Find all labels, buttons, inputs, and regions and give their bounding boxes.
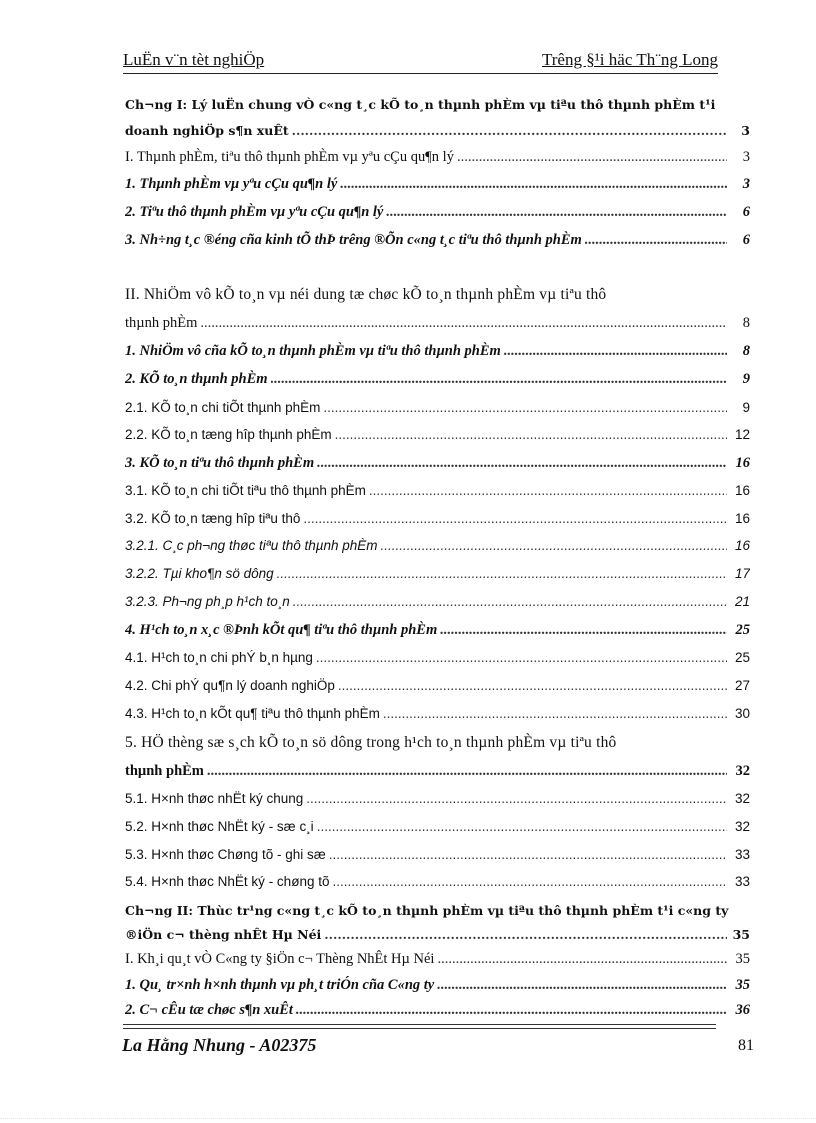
leader-dots <box>316 649 727 667</box>
page-number: 3 <box>741 123 750 138</box>
toc-title: 1. Qu¸ tr×nh h×nh thµnh vµ ph¸t triÓn cña C«ng ty <box>125 977 435 993</box>
toc-title: 2.1. KÕ to¸n chi tiÕt thµnh phÈm <box>125 400 321 415</box>
leader-dots <box>296 1001 727 1019</box>
leader-dots <box>200 314 727 332</box>
toc-title: 2. C¬ cÊu tæ chøc s¶n xuÊt <box>125 1002 293 1018</box>
toc-title: 2.2. KÕ to¸n tæng hîp thµnh phÈm <box>125 427 332 442</box>
page-number: 3 <box>742 176 750 192</box>
section-5-title-line2: thµnh phÈm <box>125 763 204 779</box>
chapter-1-entry <box>125 122 750 140</box>
page-number: 35 <box>735 951 750 967</box>
toc-title: 4.3. H¹ch to¸n kÕt qu¶ tiªu thô thµnh phÈm <box>125 706 380 721</box>
page-number: 9 <box>742 371 750 387</box>
toc-title: 3.2. KÕ to¸n tæng hîp tiªu thô <box>125 511 301 526</box>
page-number: 6 <box>742 204 750 220</box>
toc-entry <box>125 705 750 723</box>
chapter-1-title-line2: doanh nghiÖp s¶n xuÊt <box>125 123 289 138</box>
toc-entry <box>125 399 750 417</box>
page-number: 33 <box>734 847 750 862</box>
toc-title: I. Thµnh phÈm, tiªu thô thµnh phÈm vµ yªu cÇu qu¶n lý <box>125 149 454 165</box>
toc-title: 3.2.3. Ph¬ng ph¸p h¹ch to¸n <box>125 594 290 609</box>
page-number: 35 <box>735 977 750 993</box>
page-number: 9 <box>742 400 750 415</box>
toc-entry <box>125 1001 750 1019</box>
leader-dots <box>277 565 727 583</box>
toc-title: 5.4. H×nh thøc NhËt ký - chøng tõ <box>125 874 330 889</box>
page-number: 36 <box>735 1002 750 1018</box>
toc-entry <box>125 426 750 444</box>
page-number: 30 <box>734 706 750 721</box>
toc-title: 1. NhiÖm vô cña kÕ to¸n thµnh phÈm vµ tiªu thô thµnh phÈm <box>125 343 501 359</box>
toc-title: 3. Nh÷ng t¸c ®éng cña kinh tÕ thÞ trêng ®Õn c«ng t¸c tiªu thô thµnh phÈm <box>125 232 582 248</box>
toc-entry <box>125 677 750 695</box>
leader-dots <box>323 399 727 417</box>
leader-dots <box>386 203 727 221</box>
toc-entry <box>125 950 750 968</box>
page-number: 25 <box>734 650 750 665</box>
page-header <box>123 48 718 74</box>
chapter-2-title-line2: ®iÖn c¬ thèng nhÊt Hµ Néi <box>125 927 322 942</box>
toc-entry <box>125 510 750 528</box>
page-number: 32 <box>735 763 750 779</box>
toc-entry <box>125 593 750 611</box>
leader-dots <box>317 818 727 836</box>
page-number: 35 <box>732 927 750 942</box>
toc-entry <box>125 790 750 808</box>
chapter-2-title-line1: Ch¬ng II: Thùc tr¹ng c«ng t¸c kÕ to¸n thµnh phÈm vµ tiªu thô thµnh phÈm t¹i c«ng ty <box>125 903 729 918</box>
header-right: Trêng §¹i häc Th¨ng Long <box>541 50 718 69</box>
page-number: 3 <box>742 149 750 165</box>
leader-dots <box>292 122 727 140</box>
header-rule <box>123 73 718 74</box>
leader-dots <box>329 846 727 864</box>
toc-entry <box>125 976 750 994</box>
page-number: 8 <box>742 315 750 331</box>
toc-entry <box>125 621 750 639</box>
section-2-title-line2: thµnh phÈm <box>125 315 198 331</box>
toc-entry <box>125 482 750 500</box>
leader-dots <box>306 790 727 808</box>
leader-dots <box>335 426 727 444</box>
leader-dots <box>504 342 727 360</box>
toc-entry <box>125 454 750 472</box>
leader-dots <box>383 705 727 723</box>
page-number: 16 <box>734 511 750 526</box>
leader-dots <box>381 537 727 555</box>
toc-title: 3.2.2. Tµi kho¶n sö dông <box>125 566 274 581</box>
page-number: 27 <box>734 678 750 693</box>
toc-title: 3.1. KÕ to¸n chi tiÕt tiªu thô thµnh phÈm <box>125 483 366 498</box>
page-number: 16 <box>734 483 750 498</box>
page-number: 33 <box>734 874 750 889</box>
leader-dots <box>440 621 727 639</box>
toc-entry <box>125 148 750 166</box>
page-edge-dots <box>0 1118 816 1119</box>
toc-title: 5.2. H×nh thøc NhËt ký - sæ c¸i <box>125 819 314 834</box>
leader-dots <box>207 762 727 780</box>
page-number: 6 <box>742 232 750 248</box>
toc-entry <box>125 537 750 555</box>
chapter-2-entry <box>125 926 750 944</box>
toc-entry <box>125 231 750 249</box>
leader-dots <box>585 231 727 249</box>
section-5-entry <box>125 762 750 780</box>
toc-title: 4. H¹ch to¸n x¸c ®Þnh kÕt qu¶ tiªu thô thµnh phÈm <box>125 622 438 638</box>
toc-entry <box>125 203 750 221</box>
toc-entry <box>125 846 750 864</box>
footer-page-number: 81 <box>738 1037 754 1054</box>
page-number: 8 <box>742 343 750 359</box>
toc-entry <box>125 818 750 836</box>
toc-title: 2. KÕ to¸n thµnh phÈm <box>125 371 268 387</box>
leader-dots <box>324 926 727 944</box>
toc-entry <box>125 649 750 667</box>
leader-dots <box>271 370 727 388</box>
section-5-title-line1: 5. HÖ thèng sæ s¸ch kÕ to¸n sö dông trong h¹ch to¸n thµnh phÈm vµ tiªu thô <box>125 734 617 751</box>
toc-entry <box>125 175 750 193</box>
page-number: 16 <box>734 538 750 553</box>
leader-dots <box>293 593 727 611</box>
header-left: LuËn v¨n tèt nghiÖp <box>123 50 265 69</box>
footer-author: La Hằng Nhung - A02375 <box>122 1035 317 1055</box>
footer-rule-bottom <box>123 1028 716 1029</box>
leader-dots <box>457 148 727 166</box>
leader-dots <box>338 677 727 695</box>
toc-title: I. Kh¸i qu¸t vÒ C«ng ty §iÖn c¬ Thèng NhÊt Hµ Néi <box>125 951 435 967</box>
leader-dots <box>437 950 727 968</box>
toc-title: 1. Thµnh phÈm vµ yªu cÇu qu¶n lý <box>125 176 338 192</box>
section-2-title-line1: II. NhiÖm vô kÕ to¸n vµ néi dung tæ chøc kÕ to¸n thµnh phÈm vµ tiªu thô <box>125 286 607 303</box>
toc-entry <box>125 370 750 388</box>
toc-title: 3.2.1. C¸c ph¬ng thøc tiªu thô thµnh phÈm <box>125 538 378 553</box>
leader-dots <box>303 510 727 528</box>
footer-rule-top <box>123 1024 716 1025</box>
page-number: 32 <box>734 819 750 834</box>
toc-title: 2. Tiªu thô thµnh phÈm vµ yªu cÇu qu¶n lý <box>125 204 384 220</box>
leader-dots <box>317 454 727 472</box>
leader-dots <box>332 873 727 891</box>
page-number: 16 <box>735 455 750 471</box>
page-number: 17 <box>734 566 750 581</box>
section-2-entry <box>125 314 750 332</box>
page-number: 12 <box>734 427 750 442</box>
toc-title: 5.3. H×nh thøc Chøng tõ - ghi sæ <box>125 847 326 862</box>
page-number: 32 <box>734 791 750 806</box>
leader-dots <box>340 175 727 193</box>
chapter-1-title-line1: Ch¬ng I: Lý luËn chung vÒ c«ng t¸c kÕ to¸n thµnh phÈm vµ tiªu thô thµnh phÈm t¹i <box>125 97 716 112</box>
toc-entry <box>125 565 750 583</box>
toc-title: 4.1. H¹ch to¸n chi phÝ b¸n hµng <box>125 650 313 665</box>
leader-dots <box>369 482 727 500</box>
toc-title: 5.1. H×nh thøc nhËt ký chung <box>125 791 304 806</box>
page-number: 25 <box>735 622 750 638</box>
page-number: 21 <box>734 594 750 609</box>
toc-title: 3. KÕ to¸n tiªu thô thµnh phÈm <box>125 455 315 471</box>
toc-entry <box>125 873 750 891</box>
leader-dots <box>437 976 727 994</box>
toc-title: 4.2. Chi phÝ qu¶n lý doanh nghiÖp <box>125 678 335 693</box>
toc-entry <box>125 342 750 360</box>
